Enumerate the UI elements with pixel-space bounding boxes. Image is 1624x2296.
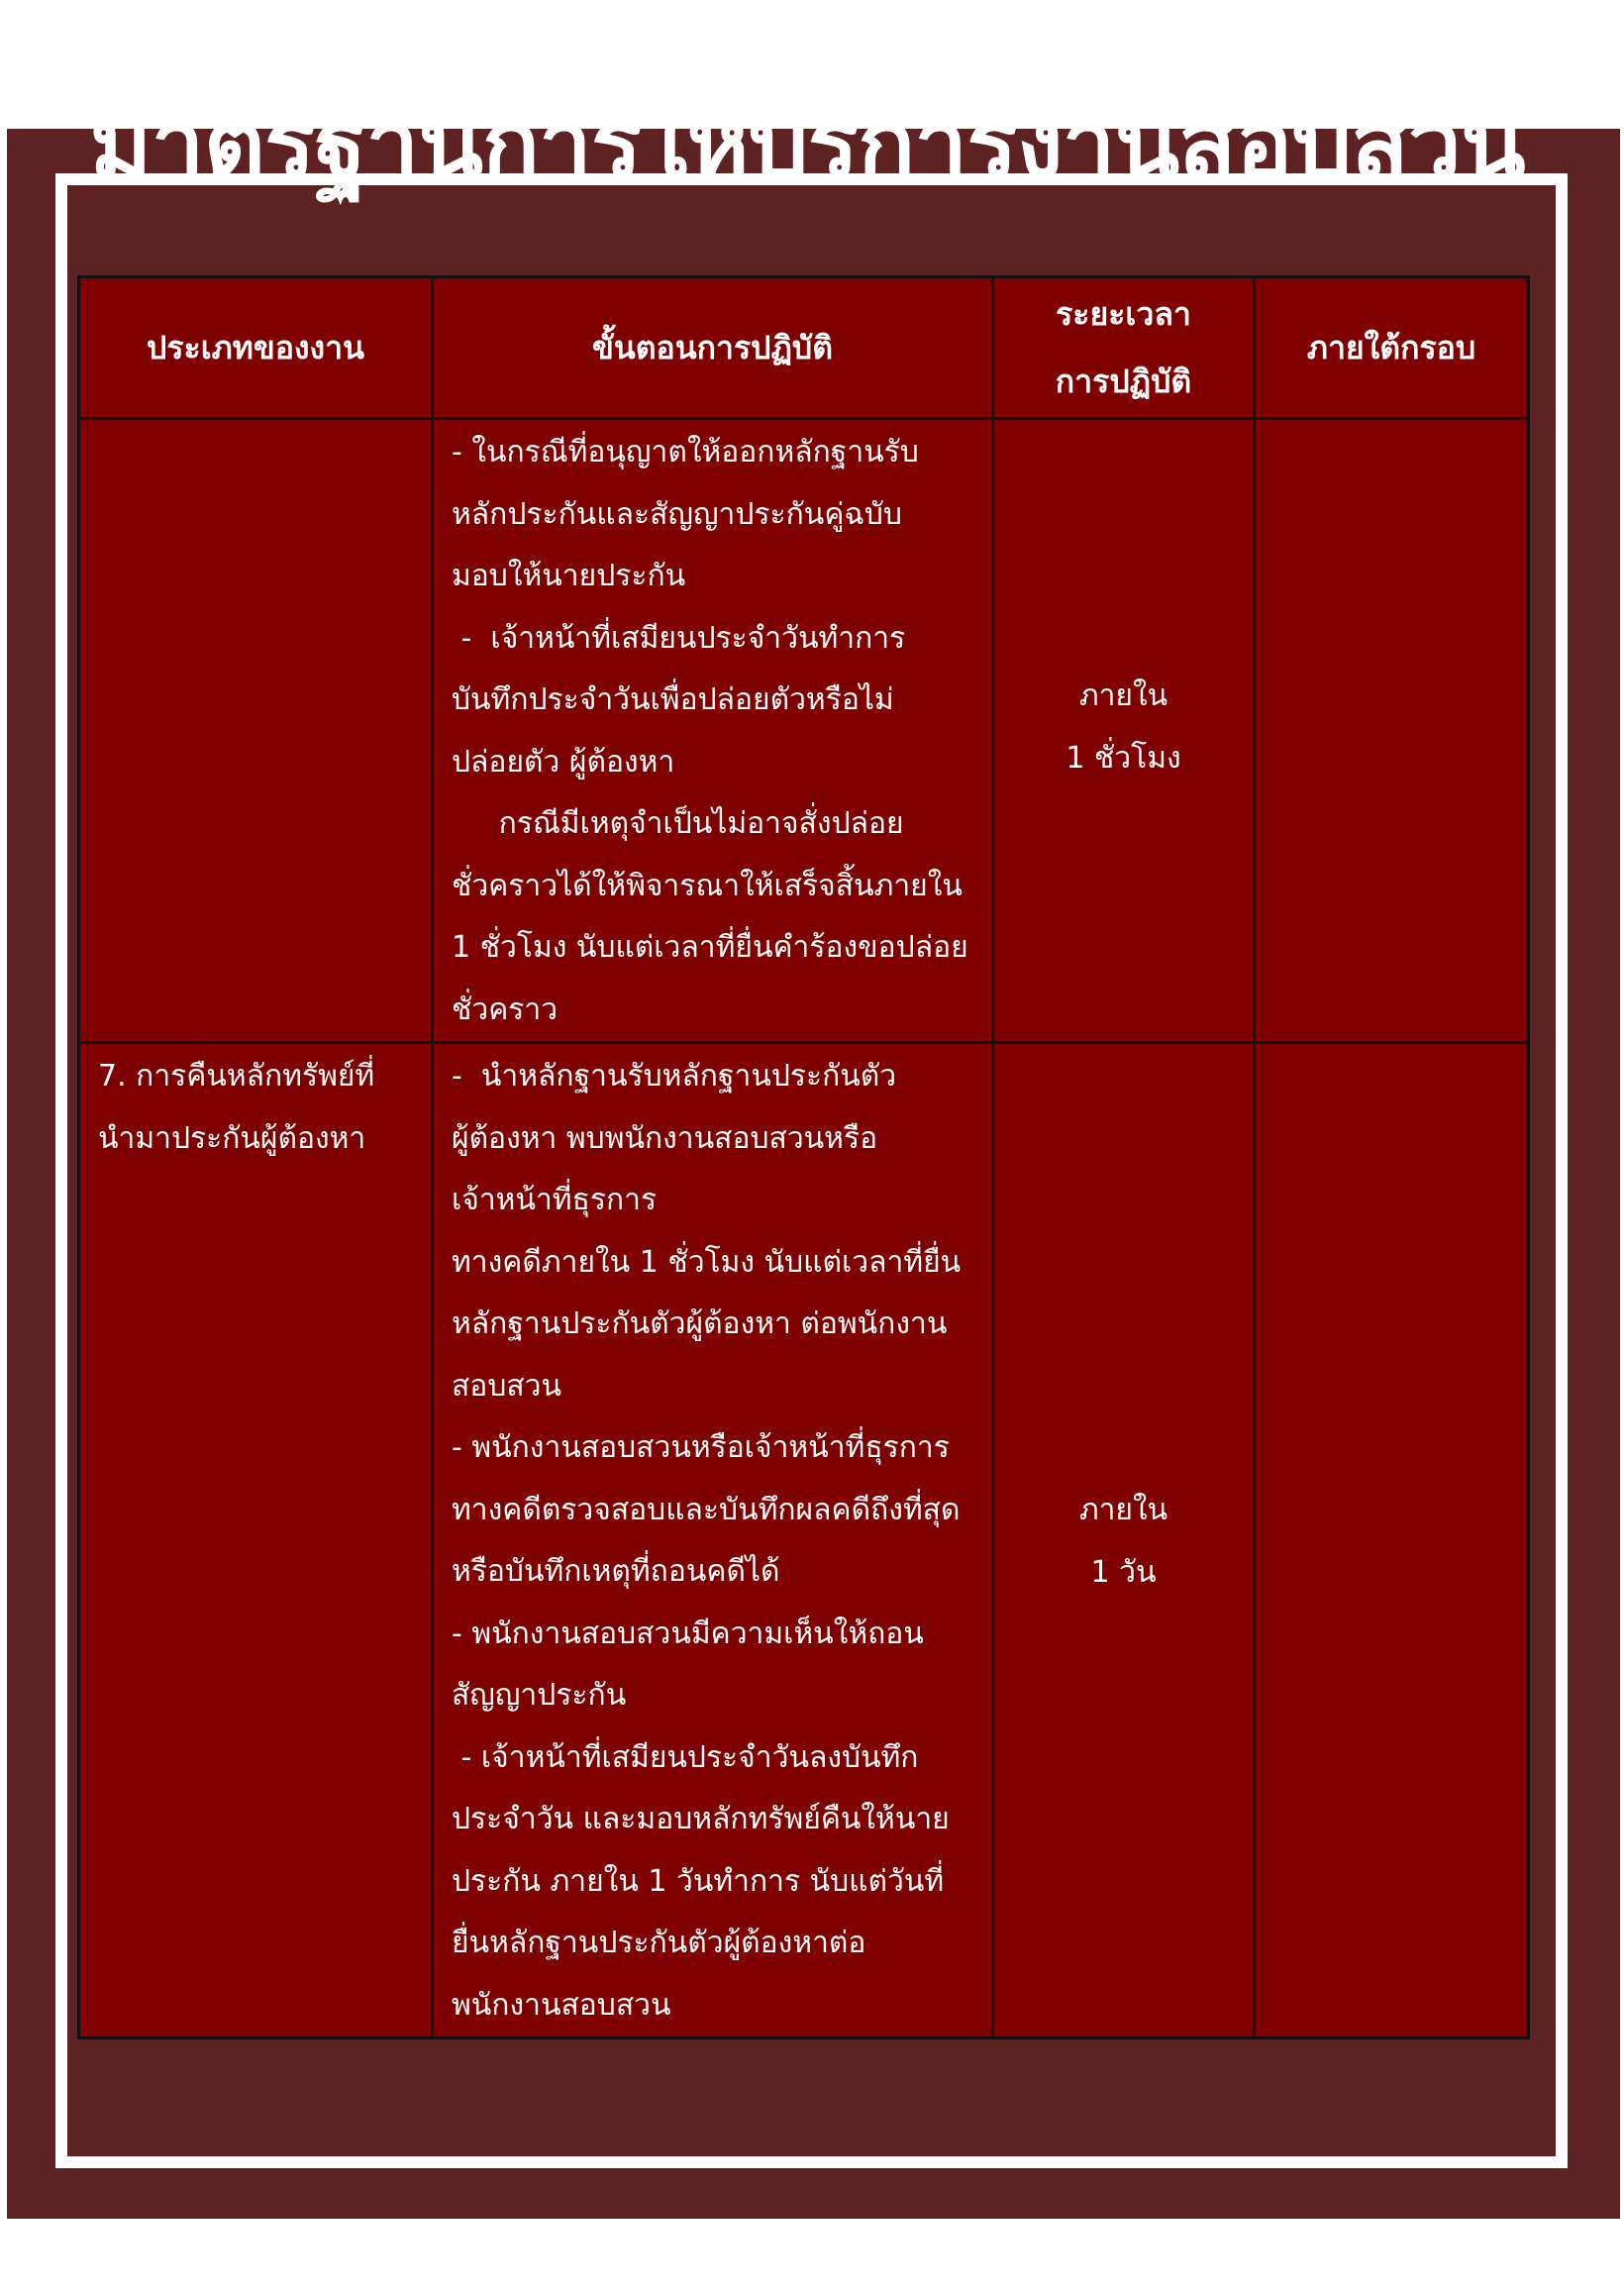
steps-cell bbox=[433, 419, 993, 1043]
step-line: ปล่อยตัว ผู้ต้องหา bbox=[452, 744, 675, 780]
type-lines bbox=[80, 1044, 431, 1170]
framework-cell bbox=[1255, 419, 1529, 1043]
time-line1: ภายใน bbox=[1078, 1493, 1168, 1527]
step-line: ชั่วคราวได้ให้พิจารณาให้เสร็จสิ้นภายใน bbox=[452, 868, 963, 903]
header-framework: ภายใต้กรอบ bbox=[1255, 277, 1529, 419]
time-line1: ภายใน bbox=[1078, 678, 1168, 713]
time-value bbox=[994, 1044, 1253, 1604]
time-cell bbox=[993, 1043, 1255, 2038]
steps-cell bbox=[433, 1043, 993, 2038]
step-line: หลักประกันและสัญญาประกันคู่ฉบับ bbox=[452, 496, 902, 532]
step-line: - พนักงานสอบสวนมีความเห็นให้ถอน bbox=[452, 1616, 924, 1651]
header-type: ประเภทของงาน bbox=[79, 277, 433, 419]
step-line: 1 ชั่วโมง นับแต่เวลาที่ยื่นคำร้องขอปล่อย bbox=[452, 930, 968, 965]
step-lines bbox=[434, 420, 991, 1041]
step-line: ชั่วคราว bbox=[452, 991, 558, 1027]
step-line: - พนักงานสอบสวนหรือเจ้าหน้าที่ธุรการ bbox=[452, 1430, 950, 1465]
time-line2: 1 ชั่วโมง bbox=[1066, 740, 1181, 776]
table-row bbox=[79, 419, 1529, 1043]
type-line: นำมาประกันผู้ต้องหา bbox=[98, 1120, 366, 1156]
header-steps: ขั้นตอนการปฏิบัติ bbox=[433, 277, 993, 419]
step-line: หรือบันทึกเหตุที่ถอนคดีได้ bbox=[452, 1554, 780, 1589]
time-line2: 1 วัน bbox=[1090, 1554, 1157, 1590]
framework-cell bbox=[1255, 1043, 1529, 2038]
type-line: 7. การคืนหลักทรัพย์ที่ bbox=[98, 1059, 375, 1094]
header-time bbox=[993, 277, 1255, 419]
type-lines bbox=[80, 420, 431, 422]
step-line: สอบสวน bbox=[452, 1368, 562, 1404]
step-line: บันทึกประจำวันเพื่อปล่อยตัวหรือไม่ bbox=[452, 682, 894, 717]
table-row bbox=[79, 1043, 1529, 2038]
header-time-line2: การปฏิบัติ bbox=[1055, 363, 1192, 400]
step-line: พนักงานสอบสวน bbox=[452, 1987, 671, 2023]
time-cell bbox=[993, 419, 1255, 1043]
step-line: สัญญาประกัน bbox=[452, 1678, 627, 1713]
step-lines bbox=[434, 1044, 991, 2036]
step-line: - นำหลักฐานรับหลักฐานประกันตัว bbox=[452, 1059, 897, 1094]
step-line: กรณีมีเหตุจำเป็นไม่อาจสั่งปล่อย bbox=[452, 806, 904, 841]
step-line: ทางคดีภายใน 1 ชั่วโมง นับแต่เวลาที่ยื่น bbox=[452, 1244, 962, 1280]
type-cell bbox=[79, 1043, 433, 2038]
header-time-line1: ระยะเวลา bbox=[1056, 295, 1191, 333]
step-line: - เจ้าหน้าที่เสมียนประจำวันทำการ bbox=[452, 620, 906, 656]
step-line: มอบให้นายประกัน bbox=[452, 559, 686, 593]
step-line: - เจ้าหน้าที่เสมียนประจำวันลงบันทึก bbox=[452, 1739, 919, 1775]
step-line: ประกัน ภายใน 1 วันทำการ นับแต่วันที่ bbox=[452, 1863, 945, 1899]
step-line: หลักฐานประกันตัวผู้ต้องหา ต่อพนักงาน bbox=[452, 1306, 948, 1341]
time-value bbox=[994, 420, 1253, 789]
header-row bbox=[79, 277, 1529, 419]
step-line: ทางคดีตรวจสอบและบันทึกผลคดีถึงที่สุด bbox=[452, 1492, 961, 1527]
step-line: ผู้ต้องหา พบพนักงานสอบสวนหรือ bbox=[452, 1120, 878, 1156]
step-line: ประจำวัน และมอบหลักทรัพย์คืนให้นาย bbox=[452, 1802, 950, 1836]
step-line: - ในกรณีที่อนุญาตให้ออกหลักฐานรับ bbox=[452, 435, 919, 470]
step-line: เจ้าหน้าที่ธุรการ bbox=[452, 1183, 658, 1217]
type-cell bbox=[79, 419, 433, 1043]
service-standard-table bbox=[77, 275, 1530, 2039]
page-title: มาตรฐานการให้บริการงานสอบสวน bbox=[89, 88, 1525, 199]
step-line: ยื่นหลักฐานประกันตัวผู้ต้องหาต่อ bbox=[452, 1926, 866, 1960]
